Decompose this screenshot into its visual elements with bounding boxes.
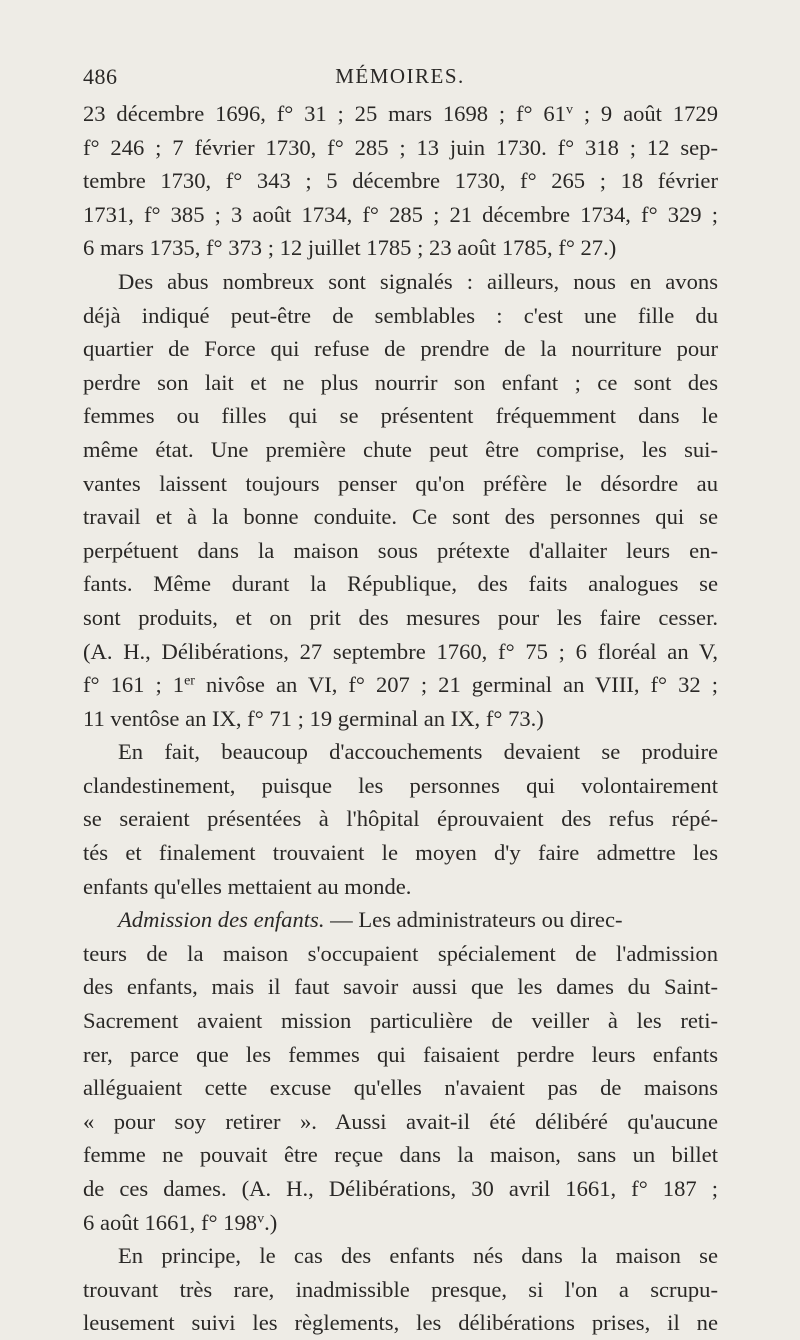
text-line: clandestinement, puisque les personnes qui volontairement [83, 772, 718, 798]
text-line: vantes laissent toujours penser qu'on préfère le désordre au [83, 470, 718, 496]
text-line: enfants qu'elles mettaient au monde. [83, 873, 412, 899]
text-line: « pour soy retirer ». Aussi avait-il été délibéré qu'aucune [83, 1108, 718, 1134]
text-line: se seraient présentées à l'hôpital éprouvaient des refus répé- [83, 806, 718, 832]
text-line: perpétuent dans la maison sous prétexte d'allaiter leurs en- [83, 537, 718, 563]
text-line: leusement suivi les règlements, les délibérations prises, il ne [83, 1310, 718, 1336]
text-line: tembre 1730, f° 343 ; 5 décembre 1730, f° 265 ; 18 février [83, 168, 718, 194]
text-line: fants. Même durant la République, des faits analogues se [83, 571, 718, 597]
text-line: sont produits, et on prit des mesures pour les faire cesser. [83, 604, 718, 630]
section-lead: — Les administrateurs ou direc- [324, 907, 623, 933]
text-line: 1731, f° 385 ; 3 août 1734, f° 285 ; 21 décembre 1734, f° 329 ; [83, 201, 718, 227]
text-line: rer, parce que les femmes qui faisaient perdre leurs enfants [83, 1041, 718, 1067]
text-line: femmes ou filles qui se présentent fréquemment dans le [83, 403, 718, 429]
text-line: alléguaient cette excuse qu'elles n'avaient pas de maisons [83, 1075, 718, 1101]
text-line: perdre son lait et ne plus nourrir son enfant ; ce sont des [83, 369, 718, 395]
text-line: Des abus nombreux sont signalés : ailleurs, nous en avons [118, 268, 718, 294]
text-line: teurs de la maison s'occupaient spécialement de l'admission [83, 940, 718, 966]
text-line: femme ne pouvait être reçue dans la maison, sans un billet [83, 1142, 718, 1168]
text-line: de ces dames. (A. H., Délibérations, 30 avril 1661, f° 187 ; [83, 1176, 718, 1201]
text-line: tés et finalement trouvaient le moyen d'y faire admettre les [83, 840, 718, 866]
text-line: quartier de Force qui refuse de prendre de la nourriture pour [83, 336, 718, 362]
running-head: MÉMOIRES. [335, 64, 465, 88]
body-text [83, 97, 718, 1340]
text-line: même état. Une première chute peut être comprise, les sui- [83, 436, 718, 462]
text-line: 6 août 1661, f° 198$^v$.) [83, 1209, 278, 1235]
text-line: f° 161 ; 1er nivôse an VI, f° 207 ; 21 germinal an VIII, f° 32 ; [83, 672, 718, 698]
text-line: En fait, beaucoup d'accouchements devaient se produire [118, 739, 718, 765]
text-line: trouvant très rare, inadmissible presque, si l'on a scrupu- [83, 1276, 718, 1302]
text-line [83, 903, 718, 937]
text-line: 6 mars 1735, f° 373 ; 12 juillet 1785 ; 23 août 1785, f° 27.) [83, 235, 617, 261]
text-line: 23 décembre 1696, f° 31 ; 25 mars 1698 ; f° 61$^v$ ; 9 août 1729 [83, 101, 718, 126]
text-line: déjà indiqué peut-être de semblables : c'est une fille du [83, 302, 718, 328]
text-line: des enfants, mais il faut savoir aussi que les dames du Saint- [83, 974, 718, 1000]
section-title: Admission des enfants. [118, 907, 325, 933]
text-line: (A. H., Délibérations, 27 septembre 1760, f° 75 ; 6 floréal an V, [83, 638, 718, 664]
page-header [0, 60, 800, 94]
text-line: 11 ventôse an IX, f° 71 ; 19 germinal an IX, f° 73.) [83, 705, 544, 731]
text-line: travail et à la bonne conduite. Ce sont des personnes qui se [83, 504, 718, 530]
text-line: En principe, le cas des enfants nés dans la maison se [118, 1243, 718, 1269]
text-line: f° 246 ; 7 février 1730, f° 285 ; 13 juin 1730. f° 318 ; 12 sep- [83, 134, 718, 160]
page-number: 486 [83, 64, 118, 89]
text-line: Sacrement avaient mission particulière de veiller à les reti- [83, 1008, 718, 1034]
